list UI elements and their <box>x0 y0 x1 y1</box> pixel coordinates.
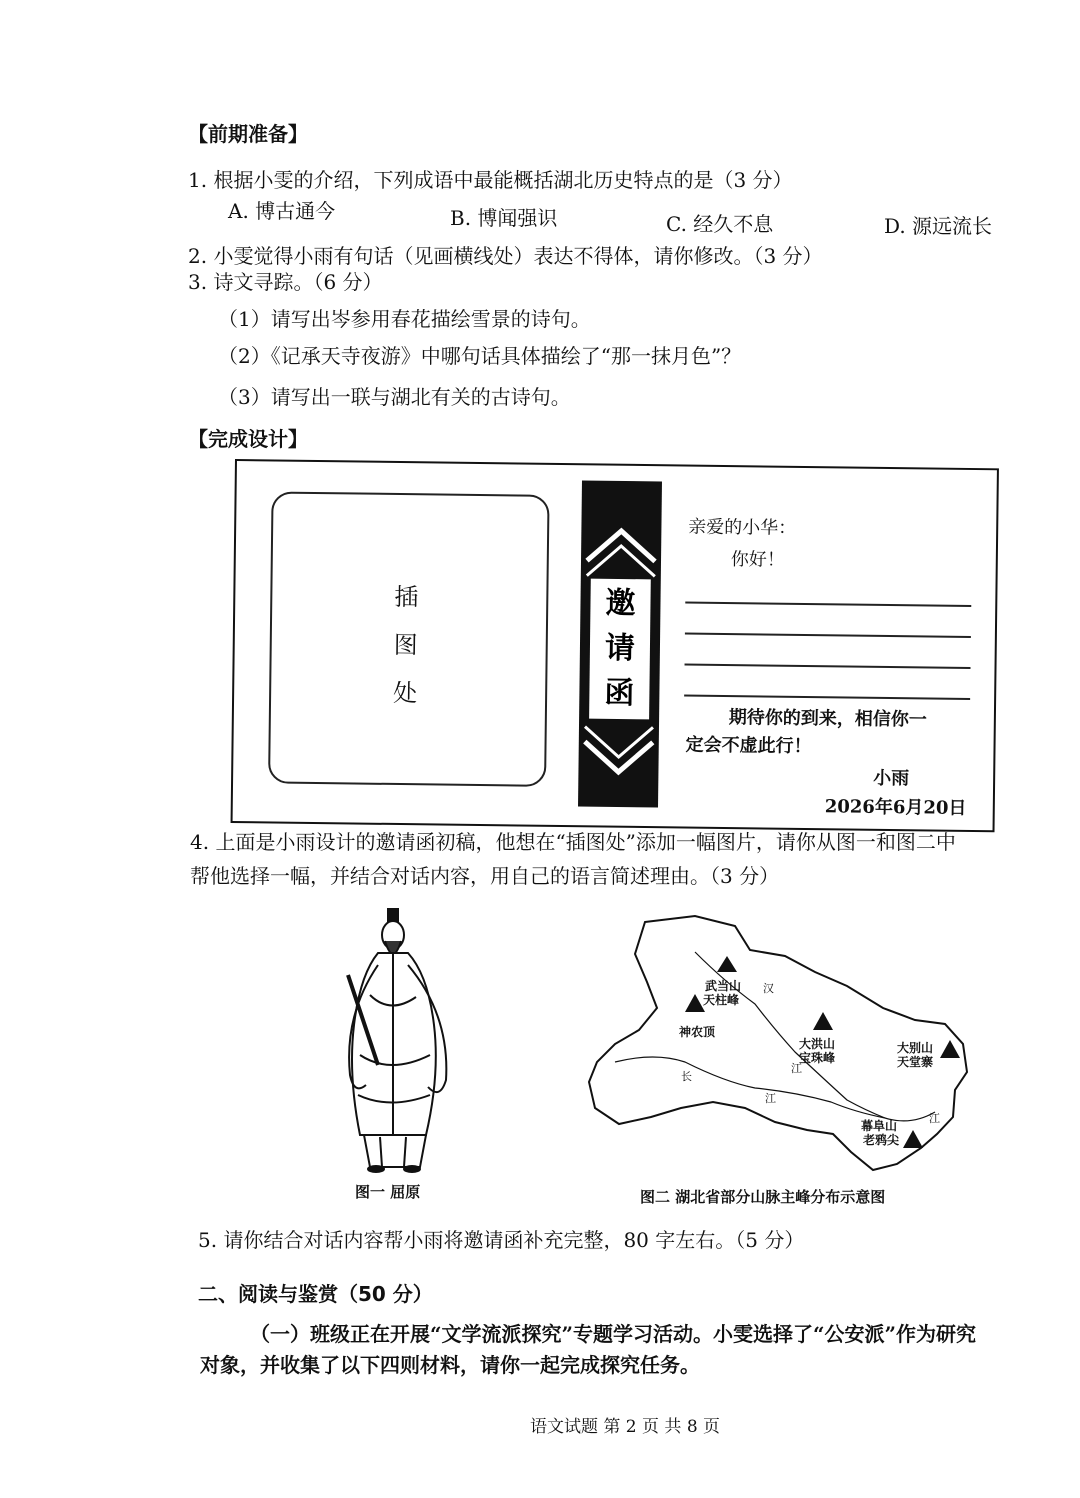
reading-intro-line-1: （一）班级正在开展“文学流派探究”专题学习活动。小雯选择了“公安派”作为研究 <box>250 1322 977 1346</box>
hubei-mountains-map <box>585 912 975 1174</box>
map-label-dahong-1: 大洪山 <box>799 1037 836 1051</box>
question-3-item-1: （1）请写出岑参用春花描绘雪景的诗句。 <box>218 307 591 331</box>
map-label-wudang-1: 武当山 <box>705 979 742 993</box>
section-heading-reading: 二、阅读与鉴赏（50 分） <box>198 1282 433 1306</box>
placeholder-char: 插 <box>394 582 419 612</box>
invitation-title-band <box>578 481 662 808</box>
letter-blank-line <box>685 633 971 638</box>
question-1-option-d: D. 源远流长 <box>884 214 993 238</box>
letter-blank-line <box>685 664 971 669</box>
title-char: 请 <box>604 630 636 667</box>
section-heading-design: 【完成设计】 <box>188 427 308 451</box>
letter-blank-line <box>684 695 970 700</box>
letter-blank-line <box>685 602 971 607</box>
map-label-dabie-2: 天堂寨 <box>897 1055 934 1069</box>
title-char: 函 <box>604 675 635 712</box>
map-label-mufu-2: 老鸦尖 <box>863 1133 900 1147</box>
question-1-option-b: B. 博闻强识 <box>450 206 558 230</box>
placeholder-char: 处 <box>392 678 418 708</box>
question-2: 2. 小雯觉得小雨有句话（见画横线处）表达不得体，请你修改。（3 分） <box>188 244 823 268</box>
letter-signature: 小雨 <box>873 767 910 790</box>
placeholder-char: 图 <box>393 630 418 660</box>
question-4-line-1: 4. 上面是小雨设计的邀请函初稿，他想在“插图处”添加一幅图片，请你从图一和图二中 <box>190 830 956 854</box>
section-heading-prep: 【前期准备】 <box>188 122 308 146</box>
map-label-dahong-2: 宝珠峰 <box>799 1051 836 1065</box>
illustration-placeholder-frame <box>268 491 550 786</box>
map-river-label: 江 <box>929 1112 940 1125</box>
illustration-placeholder-label <box>393 573 419 717</box>
question-5: 5. 请你结合对话内容帮小雨将邀请函补充完整，80 字左右。（5 分） <box>198 1228 805 1252</box>
question-4-line-2: 帮他选择一幅，并结合对话内容，用自己的语言简述理由。（3 分） <box>190 864 780 888</box>
question-3-stem: 3. 诗文寻踪。（6 分） <box>188 270 383 294</box>
map-river-label: 江 <box>791 1062 802 1075</box>
letter-closing-1: 期待你的到来，相信你一 <box>728 707 927 731</box>
map-label-dabie-1: 大别山 <box>897 1041 934 1055</box>
letter-hello: 你好！ <box>730 549 785 571</box>
question-1-stem: 1. 根据小雯的介绍，下列成语中最能概括湖北历史特点的是（3 分） <box>188 168 793 192</box>
map-river-label: 长 <box>681 1070 692 1083</box>
question-3-item-3: （3）请写出一联与湖北有关的古诗句。 <box>218 385 571 409</box>
title-char: 邀 <box>605 585 636 622</box>
map-river-label: 汉 <box>763 982 774 995</box>
letter-closing-2: 定会不虚此行！ <box>685 734 812 758</box>
question-3-item-2: （2）《记承天寺夜游》中哪句话具体描绘了“那一抹月色”？ <box>218 344 742 368</box>
question-1-option-c: C. 经久不息 <box>666 212 774 236</box>
page-footer: 语文试题 第 2 页 共 8 页 <box>530 1417 721 1437</box>
map-label-wudang-2: 天柱峰 <box>703 993 740 1007</box>
figure-2-caption: 图二 湖北省部分山脉主峰分布示意图 <box>640 1188 886 1206</box>
reading-intro-line-2: 对象，并收集了以下四则材料，请你一起完成探究任务。 <box>200 1353 700 1377</box>
letter-greeting: 亲爱的小华： <box>688 516 797 539</box>
figure-1-caption: 图一 屈原 <box>355 1183 421 1201</box>
qu-yuan-figure-illustration <box>330 905 470 1175</box>
map-river-label: 江 <box>765 1092 776 1105</box>
map-label-shennong: 神农顶 <box>679 1025 716 1039</box>
invitation-title <box>579 581 661 717</box>
letter-date: 2026年6月20日 <box>824 796 967 819</box>
question-1-option-a: A. 博古通今 <box>228 199 336 223</box>
map-label-mufu-1: 幕阜山 <box>861 1119 898 1133</box>
